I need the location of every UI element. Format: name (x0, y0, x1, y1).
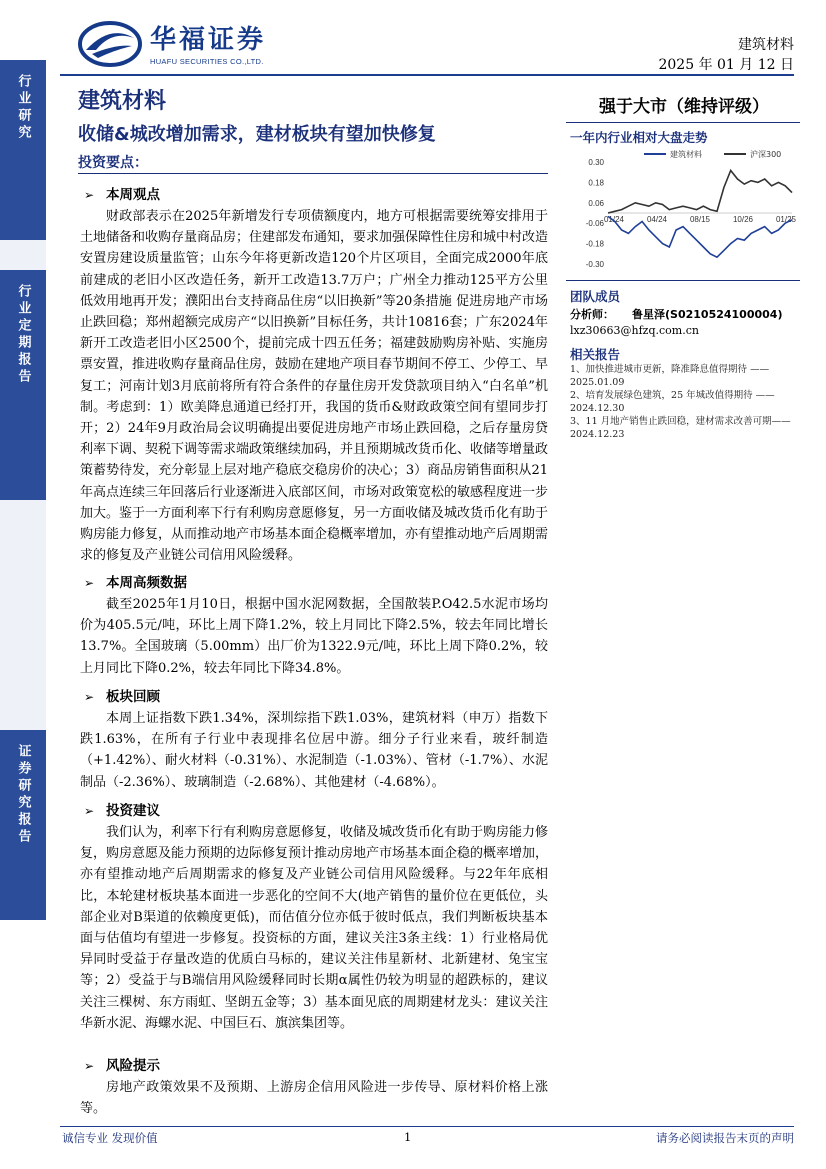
legend-label: 建筑材料 (670, 150, 702, 159)
header-date: 2025 年 01 月 12 日 (658, 57, 794, 73)
y-tick-label: 0.18 (588, 178, 604, 188)
section-investment-advice (78, 800, 548, 1034)
section-body: 我们认为，利率下行有利购房意愿修复，收储及城改货币化有助于购房能力修复，购房意愿及能力预期的边际修复预计推动房地产市场基本面企稳的概率增加，亦有望推动地产后周期需求的修复及产业链公司信用风险缓释。与22年年底相比，本轮建材板块基本面进一步恶化的空间不大(地产销售的量价位在更低位，头部企业对B渠道的依赖度更低)，而估值分位亦低于彼时低点，我们判断板块基本面与估值均有望进一步修复。投资标的方面，建议关注3条主线：1）行业格局优异同时受益于存量改造的优质白马标的，建议关注伟星新材、北新建材、兔宝宝等；2）受益于与B端信用风险缓释同时长期α属性仍较为明显的超跌标的，建议关注三棵树、东方雨虹、坚朗五金等；3）基本面见底的周期建材龙头：建议关注华新水泥、海螺水泥、中国巨石、旗滨集团等。 (80, 825, 549, 1031)
section-sector-review (78, 686, 548, 793)
relative-performance-chart (570, 148, 798, 273)
section-risk-warning (78, 1055, 548, 1119)
logo-mark-icon (78, 20, 142, 68)
series-line (608, 171, 792, 214)
related-report-item[interactable]: 3、11 月地产销售止跌回稳，建材需求改善可期——2024.12.23 (570, 416, 791, 440)
arrow-bullet-icon: ➢ (84, 690, 95, 704)
x-tick-label: 01/25 (775, 215, 797, 224)
section-weekly-view (78, 184, 548, 566)
x-tick-label: 04/24 (646, 215, 668, 224)
arrow-bullet-icon: ➢ (84, 1059, 95, 1073)
logo-text-en: HUAFU SECURITIES CO.,LTD. (150, 57, 264, 66)
page-number: 1 (404, 1130, 412, 1144)
footer-slogan: 诚信专业 发现价值 (62, 1131, 158, 1145)
analyst-email[interactable]: lxz30663@hfzq.com.cn (570, 324, 699, 337)
chart-heading: 一年内行业相对大盘走势 (570, 130, 708, 145)
related-reports-list (570, 364, 802, 442)
legend-label: 沪深300 (750, 150, 782, 159)
y-tick-label: -0.06 (585, 219, 604, 229)
section-high-frequency-data (78, 572, 548, 679)
analyst-name: 鲁星泽(S0210524100004) (632, 308, 783, 321)
section-heading: 本周观点 (106, 187, 160, 203)
x-tick-label: 01/24 (603, 215, 625, 224)
related-reports-heading: 相关报告 (570, 347, 621, 362)
report-title: 收储&城改增加需求，建材板块有望加快修复 (78, 124, 436, 145)
section-heading: 本周高频数据 (106, 575, 187, 591)
section-body: 财政部表示在2025年新增发行专项债额度内，地方可根据需要统筹安排用于土地储备和收购存量商品房；住建部发布通知，要求加强保障性住房和城中村改造安置房建设质量监管；山东今年将更新改造120个片区项目，全面完成2000年底前建成的老旧小区改造任务，新开工改造13.7万户；广州全力推动125平方公里低效用地再开发；濮阳出台支持商品住房“以旧换新”等20条措施 促进房地产市场止跌回稳；郑州超额完成房产“以旧换新”目标任务，共计10816套；广东2024年新开工改造老旧小区2500个，提前完成十四五任务；福建鼓励购房补贴、实施房票安置，推进收购存量商品住房，鼓励在建地产项目春节期间不停工、少停工、早复工；河南计划3月底前将所有符合条件的存量住房开发贷款项目纳入“白名单”机制。考虑到：1）欧美降息通道已经打开，我国的货币&财政政策空间有望同步打开；2）24年9月政治局会议明确提出要促进房地产市场止跌回稳，之后存量房贷利率下调、契税下调等需求端政策继续加码，并且预期城改货币化、收储等增量政策蓄势待发，充分彰显上层对地产稳底交稳房价的决心；3）商品房销售面积从21年高点连续三年回落后行业逐渐进入底部区间，市场对政策宽松的敏感程度进一步加大。鉴于一方面利率下行有利购房意愿修复，另一方面收储及城改货币化有助于购房能力修复，从而推动地产市场基本面企稳概率增加，亦有望推动地产后周期需求的修复及产业链公司信用风险缓释。 (80, 209, 549, 564)
arrow-bullet-icon: ➢ (84, 804, 95, 818)
sidebar-gap (0, 500, 46, 730)
title-divider (78, 173, 548, 174)
sidebar-tab-periodic-report: 行业定期报告 (0, 270, 46, 500)
section-heading: 板块回顾 (106, 689, 160, 705)
sidebar-tab-securities-report: 证券研究报告 (0, 730, 46, 920)
header-sector: 建筑材料 (738, 37, 794, 53)
x-tick-label: 08/15 (689, 215, 711, 224)
y-tick-label: -0.30 (585, 260, 604, 269)
header-divider (60, 74, 794, 76)
related-report-item[interactable]: 2、培育发展绿色建筑，25 年城改值得期待 ——2024.12.30 (570, 390, 775, 414)
section-body: 本周上证指数下跌1.34%，深圳综指下跌1.03%，建筑材料（申万）指数下跌1.63%，在所有子行业中表现排名位居中游。细分子行业来看，玻纤制造（+1.42%）、耐火材料（-0.31%）、水泥制造（-1.03%）、管材（-1.7%）、水泥制品（-2.36%）、玻璃制造（-2.68%）、其他建材（-4.68%）。 (80, 711, 548, 790)
footer-disclaimer: 请务必阅读报告末页的声明 (656, 1131, 794, 1145)
y-tick-label: -0.18 (585, 239, 604, 249)
right-divider (566, 122, 800, 123)
arrow-bullet-icon: ➢ (84, 188, 95, 202)
team-heading: 团队成员 (570, 289, 621, 304)
section-body: 房地产政策效果不及预期、上游房企信用风险进一步传导、原材料价格上涨等。 (80, 1080, 548, 1117)
y-tick-label: 0.30 (588, 158, 604, 167)
logo-text-cn: 华福证券 (150, 25, 267, 55)
analyst-label: 分析师： (570, 308, 614, 321)
section-body: 截至2025年1月10日，根据中国水泥网数据，全国散装P.O42.5水泥市场均价为405.5元/吨，环比上周下降1.2%，较上月同比下降2.5%，较去年同比增长13.7%。全国玻璃（5.00mm）出厂价为1322.9元/吨，环比上周下降0.2%，较上月同比下降0.2%，较去年同比下降34.8%。 (80, 597, 548, 676)
rating: 强于大市（维持评级） (599, 97, 769, 117)
section-heading: 投资建议 (106, 803, 160, 819)
section-heading: 风险提示 (106, 1058, 160, 1074)
arrow-bullet-icon: ➢ (84, 576, 95, 590)
analyst-info (570, 307, 800, 339)
related-report-item[interactable]: 1、加快推进城市更新，降准降息值得期待 ——2025.01.09 (570, 364, 770, 388)
x-tick-label: 10/26 (732, 215, 754, 224)
sidebar-gap (0, 240, 46, 270)
footer-divider (60, 1126, 794, 1127)
company-logo (78, 20, 288, 70)
sidebar-tab-industry-research: 行业研究 (0, 60, 46, 240)
y-tick-label: 0.06 (588, 198, 604, 208)
sector-title: 建筑材料 (78, 89, 167, 114)
right-divider (566, 280, 800, 281)
key-points-title: 投资要点： (78, 155, 148, 171)
